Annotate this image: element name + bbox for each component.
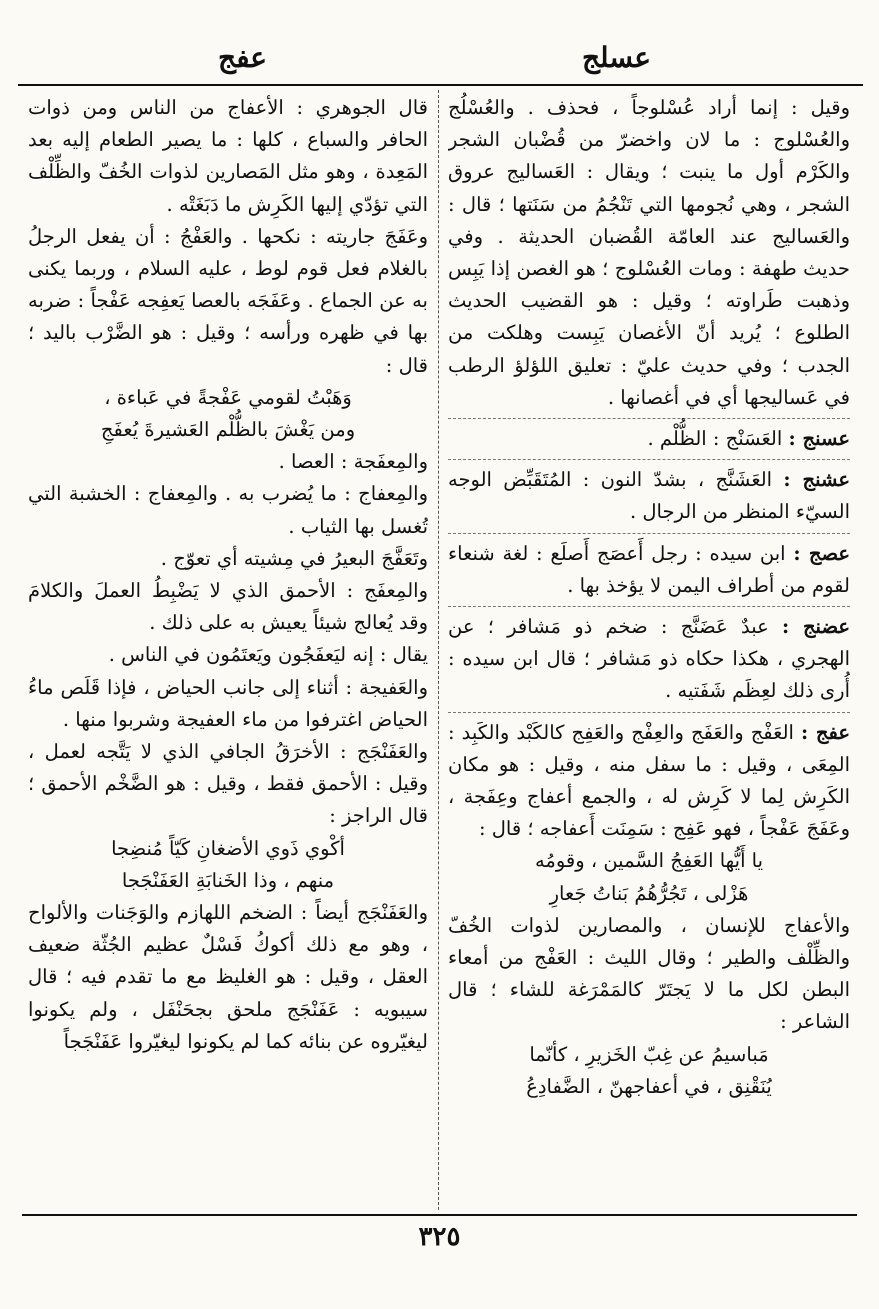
entry-text: عبدٌ عَضَنَّج : ضخم ذو مَشافر ؛ عن الهجري ، هكذا حكاه ذو مَشافر ؛ قال ابن سيده : أُرى ذلك لعِظَم شَفَتيه . <box>448 615 850 703</box>
entry-text: العَسَنْج : الظُّلْم . <box>647 427 789 451</box>
entry-keyword: عسنج : <box>788 427 850 451</box>
entry-text: العَفْج والعَفَج والعِفْج والعَفِج كالكَبْد والكَبِد : المِعَى ، وقيل : ما سفل منه ، وقيل : هو مكان الكَرِش لِما لا كَرِش له ، والجمع أعفاج وعِفَجة ، وعَفَجَ عَفْجاً ، فهو عَفِج : سَمِنَت أَعفاجه ؛ قال : <box>448 720 850 841</box>
paragraph: وعَفَجَ جاريته : نكحها . والعَفْجُ : أن يفعل الرجلُ بالغلام فعل قوم لوط ، عليه السلام ، وربما يكنى به عن الجماع . وعَفَجَه بالعصا يَعفِجه عَفْجاً : ضربه بها في ظهره ورأسه ؛ وقيل : هو الضَّرْب باليد ؛ قال : <box>28 224 428 377</box>
paragraph: والمِعفاج : ما يُضرب به . والمِعفاج : الخشبة التي تُغسل بها الثياب . <box>28 482 428 538</box>
entry-keyword: عشنج : <box>783 468 850 492</box>
entry-text: ابن سيده : رجل أَعصَج أَصلَع : لغة شنعاء لقوم من أطراف اليمن لا يؤخذ بها . <box>448 541 850 597</box>
paragraph: والمِعفَجة : العصا . <box>278 450 428 474</box>
verse-line: أكْوي ذَوي الأضغانِ كَيّاً مُنضِجا <box>111 836 345 860</box>
entry-asj <box>448 538 850 602</box>
paragraph: والأعفاج للإنسان ، والمصارين لذوات الخُفّ والظِّلْف والطير ؛ وقال الليث : العَفْج من أمعاء البطن لكل ما لا يَجتَرّ كالمَمْرَغة للشاء ؛ قال الشاعر : <box>448 913 850 1034</box>
verse-line: وَهَبْتُ لقومي عَفْجةً في عَباءة ، <box>104 385 352 409</box>
entry-separator <box>448 712 850 713</box>
entry-separator <box>448 459 850 460</box>
paragraph: والعَفيجة : أثناء إلى جانب الحياض ، فإذا قَلَص ماءُ الحياض اغترفوا من ماء العفيجة وشربوا منها . <box>28 675 428 731</box>
paragraph: والعَفَنْجَج : الأخرَقُ الجافي الذي لا يَتَّجه لعمل ، وقيل : الأحمق فقط ، وقيل : هو الضَّخْم الأحمق ؛ قال الراجز : <box>28 740 428 828</box>
paragraph: وقيل : إنما أراد عُسْلوجاً ، فحذف . والعُسْلُج والعُسْلوج : ما لان واخضرّ من قُضْبان الشجر والكَرْم أول ما ينبت ؛ ويقال : العَساليج عروق الشجر ، وهي نُجومها التي تَنْجُمُ من سَنَتها ؛ قال : والعَساليج عند العامّة القُضبان الحديثة . وفي حديث طهفة : ومات العُسْلوج ؛ هو الغصن إذا يَبِس وذهبت طَراوته ؛ وقيل : هو القضيب الحديث الطلوع ؛ يُريد أنّ الأغصان يَبِست وهلكت من الجدب ؛ وفي حديث عليّ : تعليق اللؤلؤ الرطب في عَساليجها أي في أغصانها . <box>448 96 850 409</box>
column-divider <box>438 90 439 1210</box>
verse-line: يُنَقْنِق ، في أعفاجهنّ ، الضَّفادِعُ <box>526 1074 772 1098</box>
entry-adnj <box>448 611 850 708</box>
left-column <box>28 92 428 1210</box>
entry-text: العَشَنَّج ، بشدّ النون : المُتَقَبِّض الوجه السيّء المنظر من الرجال . <box>448 468 850 524</box>
paragraph: قال الجوهري : الأعفاج من الناس ومن ذوات الحافر والسباع ، كلها : ما يصير الطعام إليه بعد المَعِدة ، وهو مثل المَصارين لذوات الخُفّ والظِّلْف التي تؤدّي إليها الكَرِش ما دَبَغَتْه . <box>28 96 428 216</box>
verse-line: مَباسيمُ عن غِبّ الخَزيرِ ، كأنّما <box>529 1042 769 1066</box>
right-column <box>448 92 850 1210</box>
verse-line: هَزْلى ، تَجُرُّهُمُ بَناتُ جَعارِ <box>549 881 749 905</box>
verse-line: منهم ، وذا الخَنابَةِ العَفَنْجَجا <box>121 868 335 892</box>
entry-keyword: عضنج : <box>781 615 850 639</box>
paragraph: والمِعفَج : الأحمق الذي لا يَضْبِطُ العملَ والكلامَ وقد يُعالج شيئاً يعيش به على ذلك . <box>28 579 428 635</box>
paragraph: والعَفَنْجَج أيضاً : الضخم اللهازم والوَجَنات والألواح ، وهو مع ذلك أكوكُ فَسْلٌ عظيم الجُثّة ضعيف العقل ، وقيل : هو الغليظ مع ما تقدم فيه ؛ قال سيبويه : عَفَنْجَج ملحق بجحَنْفَل ، ولم يكونوا ليغيّروه عن بنائه كما لم يكونوا ليغيّروا عَفَنْجَجاً <box>28 901 428 1053</box>
entry-keyword: عفج : <box>801 720 850 744</box>
entry-keyword: عصج : <box>793 541 850 565</box>
entry-separator <box>448 606 850 607</box>
paragraph: يقال : إنه ليَعفَجُون ويَعتَمُون في الناس . <box>108 643 428 667</box>
entry-ashnj <box>448 464 850 528</box>
paragraph: وتَعَفَّجَ البعيرُ في مِشيته أي تعوّج . <box>160 546 428 570</box>
header-right-word: عسلج <box>581 41 651 74</box>
header-left-word: عفج <box>218 41 267 74</box>
entry-separator <box>448 533 850 534</box>
entry-separator <box>448 418 850 419</box>
entry-afj <box>448 717 850 846</box>
verse-line: ومن يَغْشَ بالظُّلْم العَشيرةَ يُعفَجِ <box>100 418 356 442</box>
page-number: ٣٢٥ <box>418 1222 461 1252</box>
bottom-rule <box>22 1214 857 1216</box>
verse-line: يا أَيُّها العَفِجُ السَّمين ، وقومُه <box>534 849 764 873</box>
entry-asnj <box>448 423 850 455</box>
top-rule <box>18 84 863 86</box>
